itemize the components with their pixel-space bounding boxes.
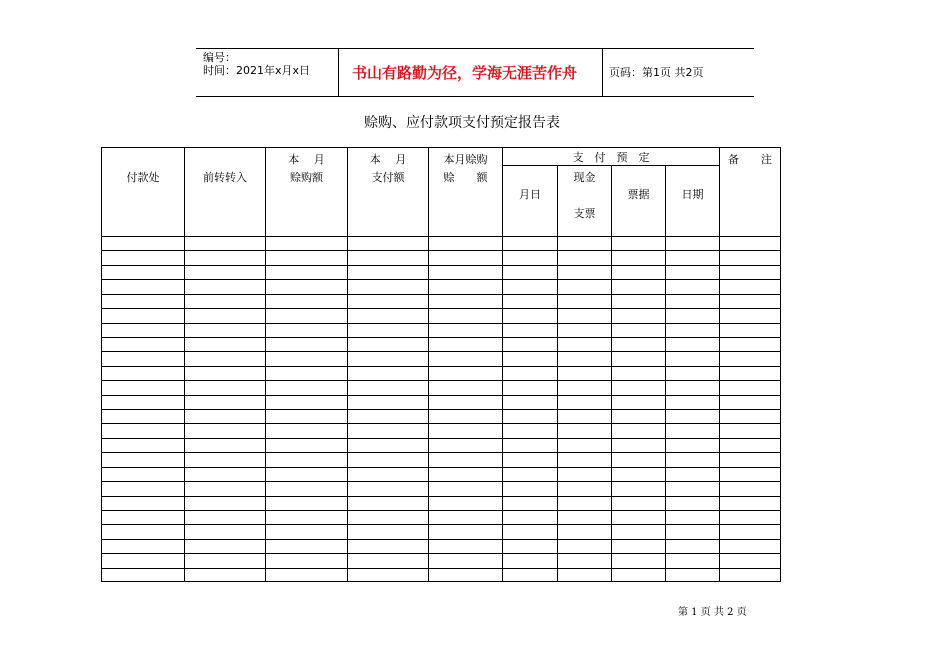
time-label: 时间：2021年x月x日	[203, 64, 311, 77]
table-row-divider	[101, 265, 781, 266]
col-header-sub-date: 月日	[519, 188, 541, 201]
table-row-divider	[101, 539, 781, 540]
table-row-divider	[101, 467, 781, 468]
motto-text: 书山有路勤为径，学海无涯苦作舟	[352, 64, 578, 82]
column-divider	[347, 147, 348, 582]
table-row-divider	[101, 294, 781, 295]
col-header-month-credit-top: 本月赊购	[443, 153, 488, 166]
table-row-divider	[101, 510, 781, 511]
table-row-divider	[101, 553, 781, 554]
column-divider	[184, 147, 185, 582]
table-border	[101, 147, 781, 582]
col-header-payment-plan: 支 付 预 定	[572, 151, 650, 164]
table-row-divider	[101, 250, 781, 251]
table-row-divider	[101, 395, 781, 396]
col-header-month-purchase-bottom: 赊购额	[290, 171, 323, 184]
page-info: 页码：第1页 共2页	[609, 66, 704, 79]
col-header-month-purchase-top: 本 月	[288, 153, 325, 166]
table-row-divider	[101, 380, 781, 381]
header-bottom-rule	[101, 236, 781, 237]
table-row-divider	[101, 308, 781, 309]
table-row-divider	[101, 438, 781, 439]
code-label: 编号：	[203, 51, 236, 64]
col-header-month-payment-bottom: 支付额	[371, 171, 405, 184]
column-divider	[611, 165, 612, 582]
col-header-carried-forward: 前转转入	[203, 171, 247, 184]
page-footer: 第 1 页 共 2 页	[678, 607, 747, 618]
col-header-sub-cash-top: 现金	[573, 171, 596, 184]
column-divider	[557, 165, 558, 582]
col-header-remarks: 备 注	[728, 153, 772, 166]
col-header-sub-bill: 票据	[627, 188, 650, 201]
header-bottom-rule	[196, 96, 754, 97]
column-divider	[719, 147, 720, 582]
col-header-month-payment-top: 本 月	[369, 153, 407, 166]
table-row-divider	[101, 409, 781, 410]
column-divider	[265, 147, 266, 582]
col-header-month-credit-bottom: 赊 额	[443, 171, 488, 184]
table-row-divider	[101, 423, 781, 424]
column-divider	[428, 147, 429, 582]
table-row-divider	[101, 452, 781, 453]
form-title: 赊购、应付款项支付预定报告表	[364, 115, 560, 131]
header-top-rule	[196, 48, 754, 49]
table-row-divider	[101, 279, 781, 280]
col-header-sub-due: 日期	[681, 188, 704, 201]
header-divider-right	[602, 48, 603, 96]
table-row-divider	[101, 366, 781, 367]
table-row-divider	[101, 351, 781, 352]
col-header-payee: 付款处	[126, 171, 160, 184]
column-divider	[502, 147, 503, 582]
payment-plan-subheader-rule	[502, 165, 719, 166]
table-row-divider	[101, 481, 781, 482]
table-row-divider	[101, 337, 781, 338]
column-divider	[665, 165, 666, 582]
header-divider-left	[338, 48, 339, 96]
table-row-divider	[101, 568, 781, 569]
col-header-sub-cash-bottom: 支票	[573, 207, 596, 220]
table-row-divider	[101, 323, 781, 324]
table-row-divider	[101, 524, 781, 525]
table-row-divider	[101, 496, 781, 497]
